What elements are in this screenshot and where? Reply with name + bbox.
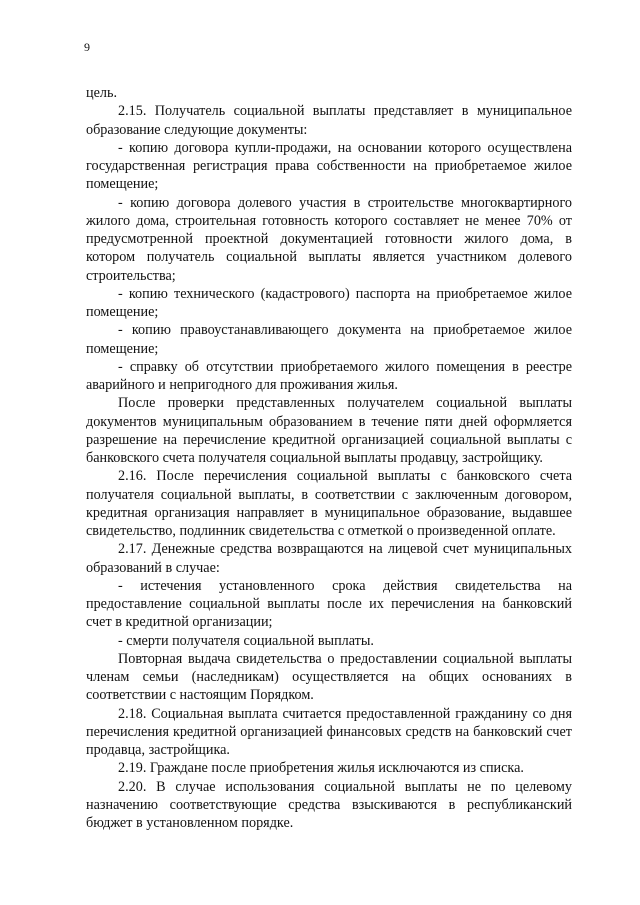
- list-item: - смерти получателя социальной выплаты.: [118, 632, 374, 649]
- list-item: - копию договора долевого участия в строительстве многоквартирного жилого дома, строительная готовность которого составляет не менее 70% от предусмотренной проектной документацией готовности жилого дома, в котором получатель социальной выплаты является участником долевого строительства;: [86, 194, 572, 284]
- paragraph: 2.17. Денежные средства возвращаются на лицевой счет муниципальных образований в случае:: [86, 541, 572, 576]
- list-item: - копию технического (кадастрового) паспорта на приобретаемое жилое помещение;: [86, 285, 572, 320]
- list-item: - истечения установленного срока действия свидетельства на предоставление социальной выплаты после их перечисления на банковский счет в кредитной организации;: [86, 577, 572, 631]
- paragraph: 2.19. Граждане после приобретения жилья исключаются из списка.: [118, 760, 524, 777]
- list-item: - справку об отсутствии приобретаемого жилого помещения в реестре аварийного и непригодного для проживания жилья.: [86, 358, 572, 393]
- paragraph: Повторная выдача свидетельства о предоставлении социальной выплаты членам семьи (наследникам) осуществляется на общих основаниях в соответствии с настоящим Порядком.: [86, 650, 572, 704]
- paragraph: 2.15. Получатель социальной выплаты представляет в муниципальное образование следующие документы:: [86, 103, 572, 138]
- paragraph: 2.18. Социальная выплата считается предоставленной гражданину со дня перечисления кредитной организацией финансовых средств на банковский счет продавца, застройщика.: [86, 705, 572, 758]
- paragraph: 2.16. После перечисления социальной выплаты с банковского счета получателя социальной выплаты, в соответствии с заключенным договором, кредитная организация направляет в муниципальное образование, выдавшее свидетельство, подлинник свидетельства с отметкой о произведенной оплате.: [86, 468, 572, 539]
- paragraph: После проверки представленных получателем социальной выплаты документов муниципальным образованием в течение пяти дней оформляется разрешение на перечисление кредитной организацией социальной выплаты с банковского счета получателя социальной выплаты продавцу, застройщику.: [86, 395, 572, 466]
- paragraph: цель.: [86, 85, 117, 101]
- document-body: [86, 84, 572, 832]
- list-item: - копию договора купли-продажи, на основании которого осуществлена государственная регистрация права собственности на приобретаемое жилое помещение;: [86, 139, 572, 193]
- list-item: - копию правоустанавливающего документа на приобретаемое жилое помещение;: [86, 322, 572, 357]
- paragraph: 2.20. В случае использования социальной выплаты не по целевому назначению соответствующие средства взыскиваются в республиканский бюджет в установленном порядке.: [86, 778, 572, 831]
- page-number: 9: [84, 40, 90, 54]
